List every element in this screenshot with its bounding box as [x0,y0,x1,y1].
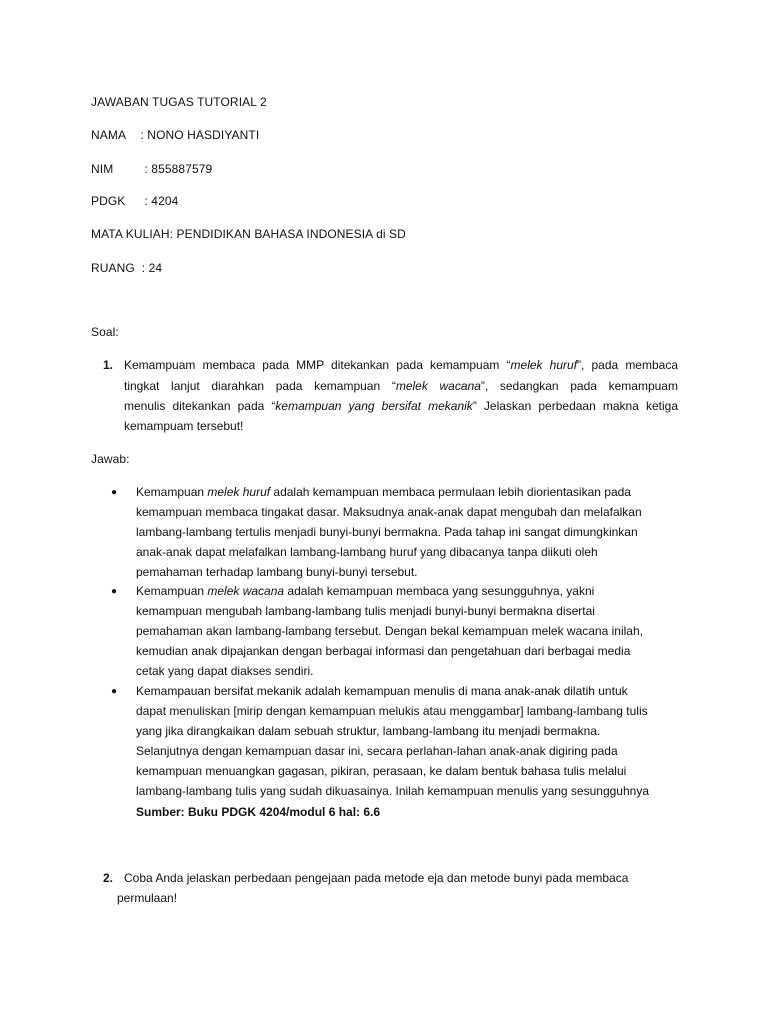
question-2-number: 2. [103,871,114,885]
answer-text: Kemampuan [136,485,208,499]
question-1-line-3 [124,399,678,413]
q1-emphasis: melek huruf [510,358,578,372]
answer-3-line-6: lambang-lambang tulis yang sudah dikuasainya. Inilah kemampuan menulis yang sesungguhnya [136,784,649,798]
pdgk-row [91,194,178,208]
nama-row [91,128,259,142]
mata-kuliah-row: MATA KULIAH: PENDIDIKAN BAHASA INDONESIA di SD [91,227,406,241]
nama-value: : NONO HASDIYANTI [140,128,260,142]
answer-2-line-1 [136,584,594,598]
answer-1-line-2: kemampuan membaca tingakat dasar. Maksudnya anak-anak dapat mengubah dan melafalkan [136,505,642,519]
jawab-label: Jawab: [91,452,130,466]
q1-text: ”, sedangkan pada kemampuam [480,379,678,393]
answer-emphasis: melek huruf [207,485,271,499]
answer-3-line-2: dapat menuliskan [mirip dengan kemampuan melukis atau menggambar] lambang-lambang tulis [136,704,648,718]
question-1-line-2 [124,379,678,393]
answer-3-line-3: yang jika dirangkaikan dalam sebuah struktur, lambang-lambang itu menjadi bermakna. [136,724,601,738]
answer-2-line-5: cetak yang dapat diakses sendiri. [136,664,314,678]
soal-label: Soal: [91,325,119,339]
bullet-1: ● [111,487,118,498]
answer-source: Sumber: Buku PDGK 4204/modul 6 hal: 6.6 [136,805,381,819]
q1-text: Kemampuam membaca pada MMP ditekankan pada kemampuam “ [124,358,511,372]
answer-1-line-5: pemahaman terhadap lambang bunyi-bunyi tersebut. [136,565,418,579]
answer-1-line-4: anak-anak dapat melafalkan lambang-lambang huruf yang dibacanya tanpa diikuti oleh [136,545,598,559]
bullet-2: ● [111,586,118,597]
answer-1-line-1 [136,485,631,499]
answer-3-line-1: Kemampauan bersifat mekanik adalah kemampuan menulis di mana anak-anak dilatih untuk [136,684,628,698]
q1-text: tingkat lanjut diarahkan pada kemampuan “ [124,379,396,393]
bullet-3: ● [111,686,118,697]
question-2-line-2: permulaan! [117,891,178,905]
question-1-line-4: kemampuam tersebut! [124,419,244,433]
pdgk-value: : 4204 [144,194,179,208]
answer-3-line-5: kemampuan menuangkan gagasan, pikiran, perasaan, ke dalam bentuk bahasa tulis melalui [136,764,627,778]
nim-row [91,162,212,176]
answer-2-line-4: kemudian anak dipajankan dengan berbagai informasi dan pengetahuan dari berbagai media [136,644,631,658]
q1-text: ” Jelaskan perbedaan makna ketiga [472,399,679,413]
q1-text: menulis ditekankan pada “ [124,399,276,413]
answer-emphasis: melek wacana [207,584,285,598]
nim-label: NIM [91,162,114,176]
answer-text: adalah kemampuan membaca permulaan lebih diorientasikan pada [270,485,631,499]
question-1-number: 1. [103,358,114,372]
document-title: JAWABAN TUGAS TUTORIAL 2 [91,95,267,109]
answer-2-line-2: kemampuan mengubah lambang-lambang tulis menjadi bunyi-bunyi bermakna disertai [136,604,595,618]
q1-text: ”, pada membaca [577,358,679,372]
pdgk-label: PDGK [91,194,126,208]
answer-3-line-4: Selanjutnya dengan kemampuan dasar ini, secara perlahan-lahan anak-anak digiring pada [136,744,618,758]
question-1-line-1 [124,358,678,372]
nama-label: NAMA [91,128,127,142]
nim-value: : 855887579 [144,162,213,176]
q1-emphasis: kemampuan yang bersifat mekanik [275,399,473,413]
ruang-row: RUANG : 24 [91,261,163,275]
question-2-line-1: Coba Anda jelaskan perbedaan pengejaan pada metode eja dan metode bunyi pada membaca [124,871,629,885]
answer-text: adalah kemampuan membaca yang sesungguhnya, yakni [284,584,595,598]
answer-1-line-3: lambang-lambang tertulis menjadi bunyi-bunyi bermakna. Pada tahap ini sangat dimungkinkan [136,525,638,539]
q1-emphasis: melek wacana [395,379,481,393]
answer-2-line-3: pemahaman akan lambang-lambang tersebut. Dengan bekal kemampuan melek wacana inilah, [136,624,643,638]
answer-text: Kemampuan [136,584,208,598]
